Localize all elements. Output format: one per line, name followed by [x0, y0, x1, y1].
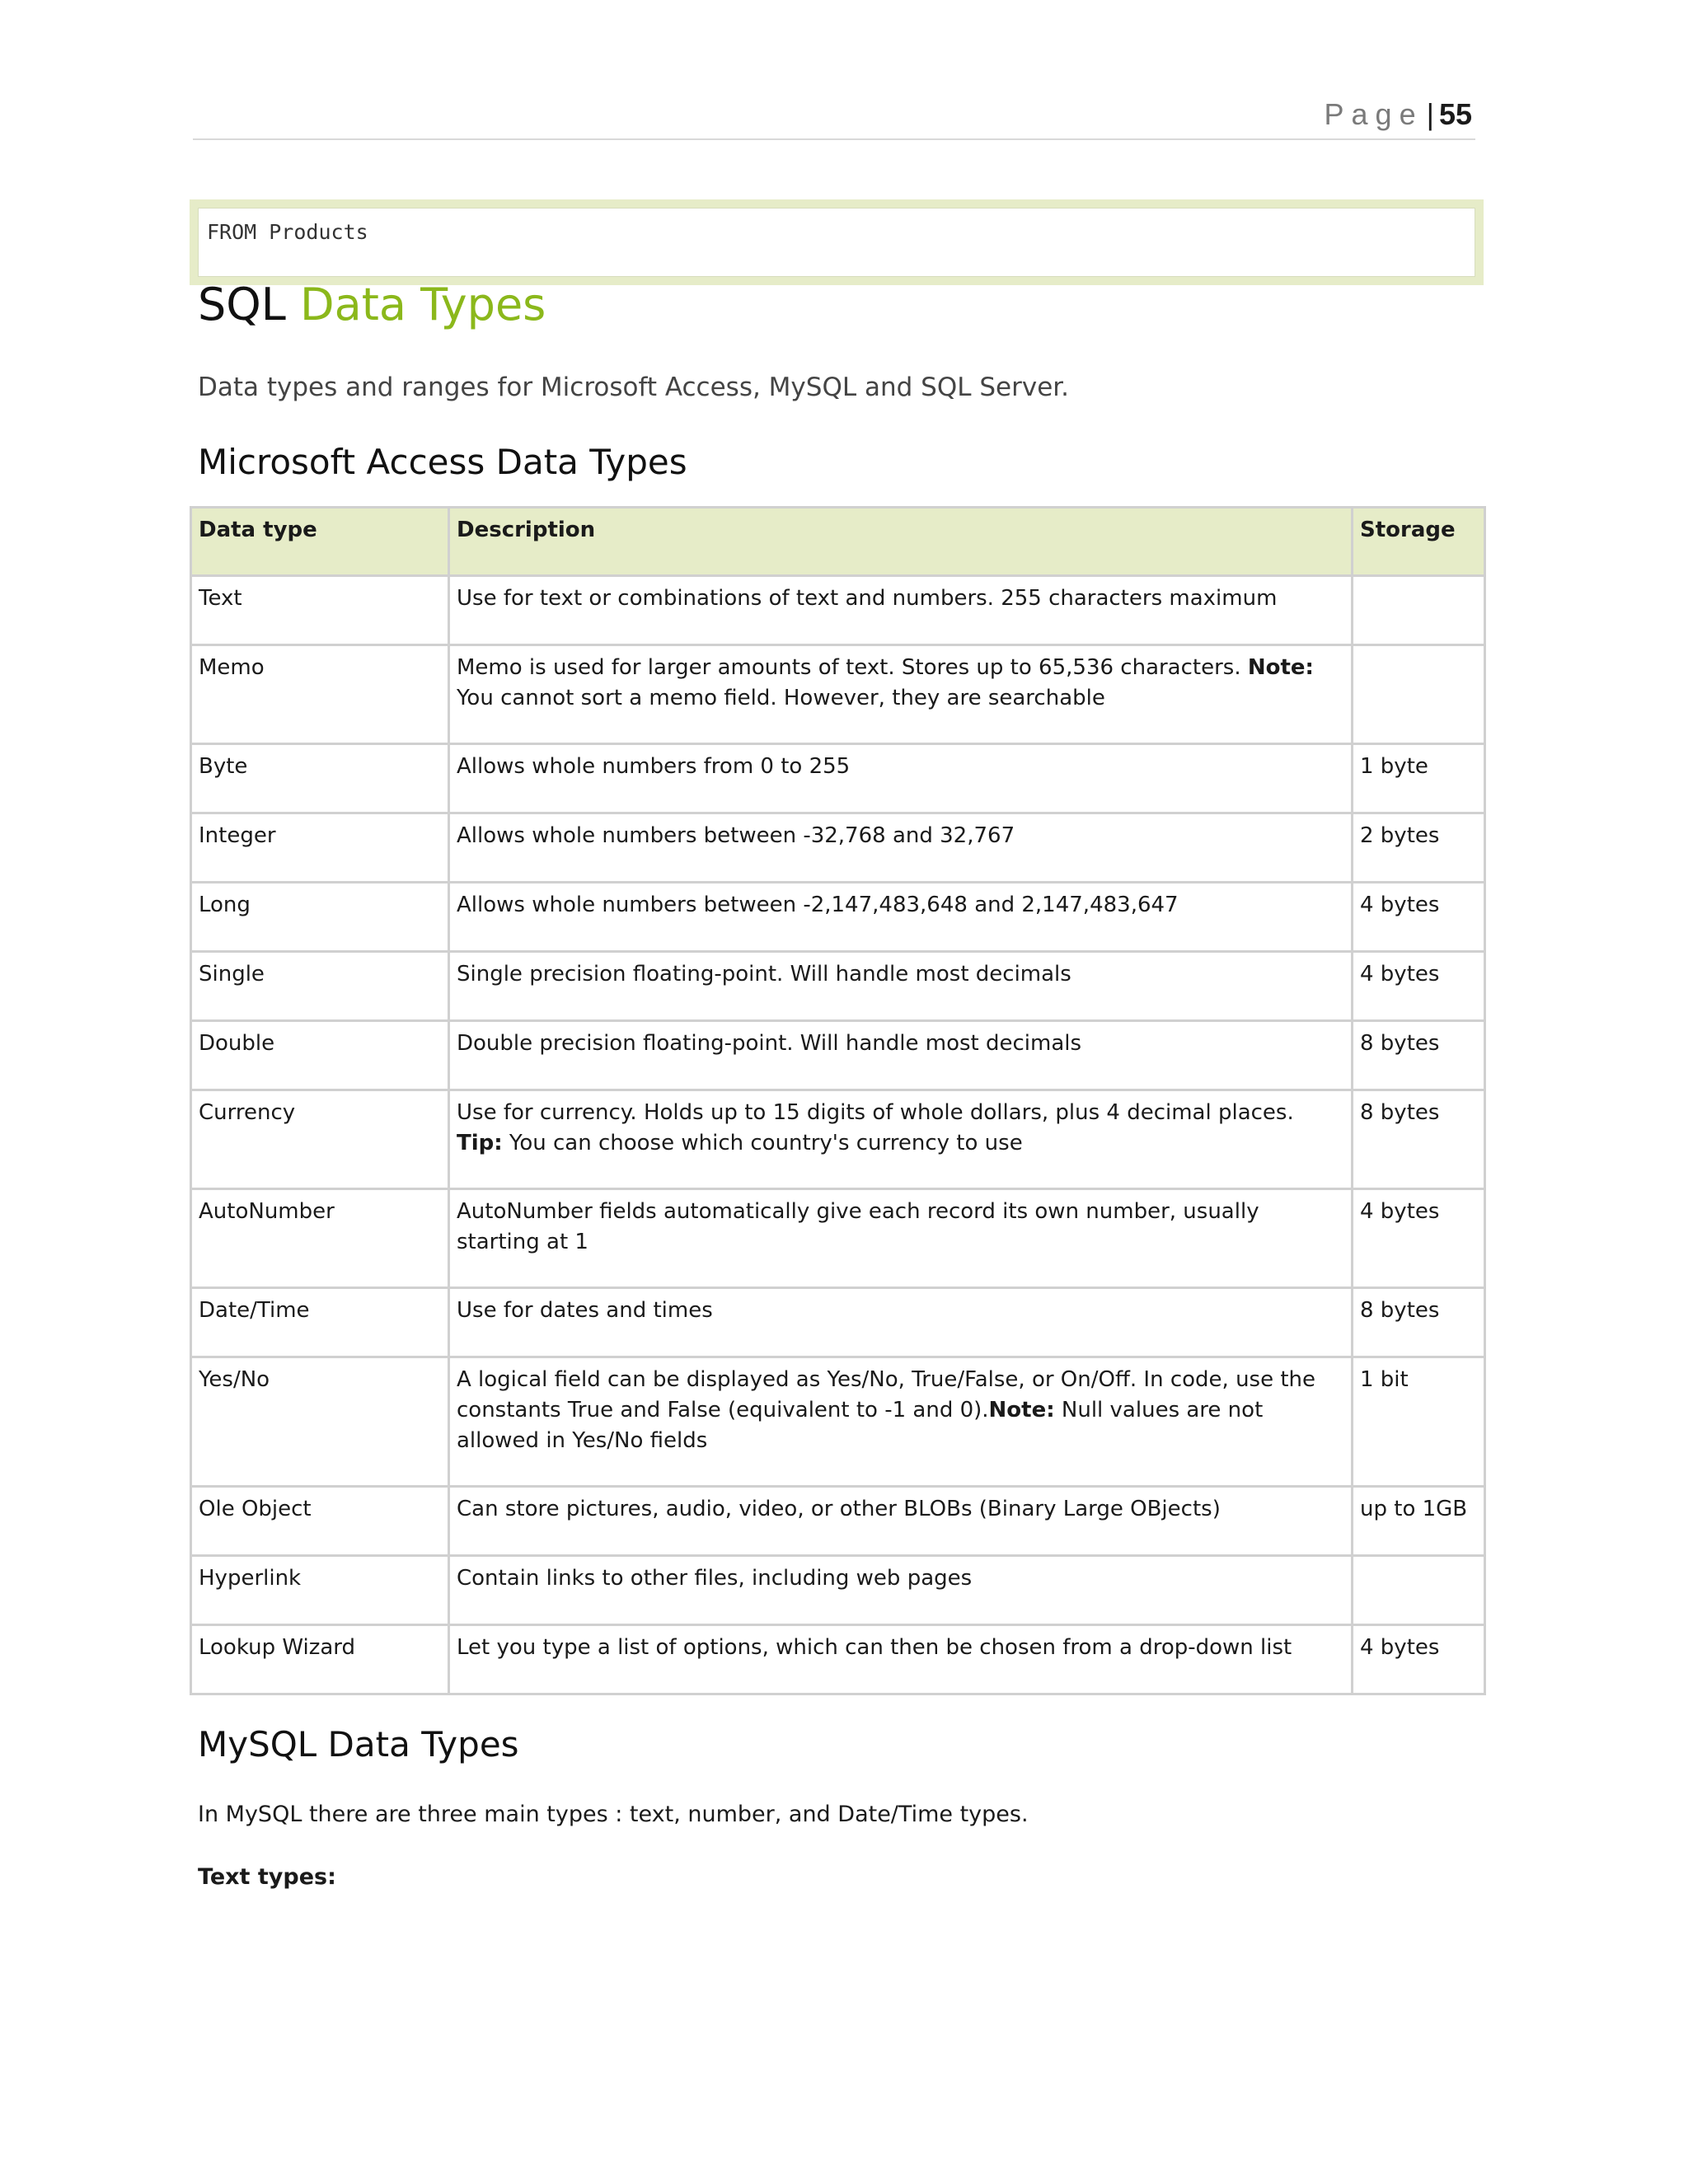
table-row	[191, 1357, 1485, 1487]
table-row	[191, 1625, 1485, 1694]
cell-type: Date/Time	[191, 1288, 449, 1357]
table-row	[191, 645, 1485, 744]
cell-type: Currency	[191, 1090, 449, 1189]
title-part-2: Data Types	[300, 279, 546, 330]
table-row	[191, 883, 1485, 952]
cell-type: Integer	[191, 813, 449, 883]
table-row	[191, 1288, 1485, 1357]
cell-type: Hyperlink	[191, 1556, 449, 1625]
column-header-description: Description	[449, 508, 1353, 576]
cell-storage: 1 bit	[1353, 1357, 1485, 1487]
cell-type: Text	[191, 576, 449, 645]
cell-storage: 8 bytes	[1353, 1288, 1485, 1357]
cell-storage: 1 byte	[1353, 744, 1485, 813]
table-row	[191, 744, 1485, 813]
cell-description: Allows whole numbers from 0 to 255	[449, 744, 1353, 813]
note-label: Note:	[1247, 655, 1314, 680]
mysql-heading: MySQL Data Types	[198, 1724, 519, 1765]
page-number	[1325, 97, 1472, 132]
note-text: You cannot sort a memo field. However, they are searchable	[457, 686, 1105, 710]
cell-type: Single	[191, 952, 449, 1021]
table-row	[191, 576, 1485, 645]
tip-text: You can choose which country's currency to use	[509, 1131, 1023, 1155]
cell-type: Double	[191, 1021, 449, 1090]
cell-description: Let you type a list of options, which can then be chosen from a drop-down list	[449, 1625, 1353, 1694]
cell-storage	[1353, 576, 1485, 645]
cell-type: Yes/No	[191, 1357, 449, 1487]
cell-storage: up to 1GB	[1353, 1487, 1485, 1556]
cell-storage: 2 bytes	[1353, 813, 1485, 883]
cell-storage: 8 bytes	[1353, 1021, 1485, 1090]
table-row	[191, 1090, 1485, 1189]
cell-storage	[1353, 645, 1485, 744]
cell-description: Use for text or combinations of text and numbers. 255 characters maximum	[449, 576, 1353, 645]
cell-description: Allows whole numbers between -2,147,483,648 and 2,147,483,647	[449, 883, 1353, 952]
description-text: Use for currency. Holds up to 15 digits of whole dollars, plus 4 decimal places.	[457, 1100, 1294, 1125]
mysql-intro-text: In MySQL there are three main types : text, number, and Date/Time types.	[198, 1802, 1029, 1827]
cell-storage: 4 bytes	[1353, 883, 1485, 952]
access-data-types-table	[190, 506, 1486, 1695]
table-row	[191, 1556, 1485, 1625]
cell-description: Contain links to other files, including web pages	[449, 1556, 1353, 1625]
cell-description: AutoNumber fields automatically give each record its own number, usually starting at 1	[449, 1189, 1353, 1288]
description-text: Memo is used for larger amounts of text. Stores up to 65,536 characters.	[457, 655, 1241, 680]
table-row	[191, 952, 1485, 1021]
intro-text: Data types and ranges for Microsoft Access, MySQL and SQL Server.	[198, 373, 1070, 402]
column-header-storage: Storage	[1353, 508, 1485, 576]
table-row	[191, 813, 1485, 883]
cell-type: AutoNumber	[191, 1189, 449, 1288]
cell-storage: 4 bytes	[1353, 1189, 1485, 1288]
cell-description: Single precision floating-point. Will handle most decimals	[449, 952, 1353, 1021]
column-header-data-type: Data type	[191, 508, 449, 576]
cell-type: Lookup Wizard	[191, 1625, 449, 1694]
cell-description: Double precision floating-point. Will handle most decimals	[449, 1021, 1353, 1090]
cell-type: Memo	[191, 645, 449, 744]
table-row	[191, 1021, 1485, 1090]
note-label: Note:	[988, 1398, 1055, 1422]
cell-description: Can store pictures, audio, video, or other BLOBs (Binary Large OBjects)	[449, 1487, 1353, 1556]
cell-type: Ole Object	[191, 1487, 449, 1556]
cell-storage: 8 bytes	[1353, 1090, 1485, 1189]
cell-description	[449, 645, 1353, 744]
cell-description	[449, 1090, 1353, 1189]
page-separator: |	[1426, 97, 1434, 131]
cell-type: Long	[191, 883, 449, 952]
access-heading: Microsoft Access Data Types	[198, 442, 687, 482]
tip-label: Tip:	[457, 1131, 503, 1155]
table-header-row	[191, 508, 1485, 576]
note-text: Null values are not allowed in Yes/No fields	[457, 1398, 1264, 1453]
page-title	[198, 279, 546, 330]
page-header	[193, 97, 1475, 140]
cell-type: Byte	[191, 744, 449, 813]
table-row	[191, 1189, 1485, 1288]
cell-description: Allows whole numbers between -32,768 and 32,767	[449, 813, 1353, 883]
cell-description	[449, 1357, 1353, 1487]
cell-storage	[1353, 1556, 1485, 1625]
text-types-subheading: Text types:	[198, 1864, 336, 1890]
page-word: Page	[1324, 97, 1423, 131]
title-part-1: SQL	[198, 279, 286, 330]
table-row	[191, 1487, 1485, 1556]
cell-storage: 4 bytes	[1353, 1625, 1485, 1694]
description-text: A logical field can be displayed as Yes/No, True/False, or On/Off. In code, use the constants True and False (equivalent to -1 and 0).	[457, 1367, 1316, 1422]
code-snippet: FROM Products	[198, 208, 1475, 277]
code-example-box	[190, 199, 1484, 285]
cell-storage: 4 bytes	[1353, 952, 1485, 1021]
cell-description: Use for dates and times	[449, 1288, 1353, 1357]
page-number-value: 55	[1438, 97, 1472, 131]
